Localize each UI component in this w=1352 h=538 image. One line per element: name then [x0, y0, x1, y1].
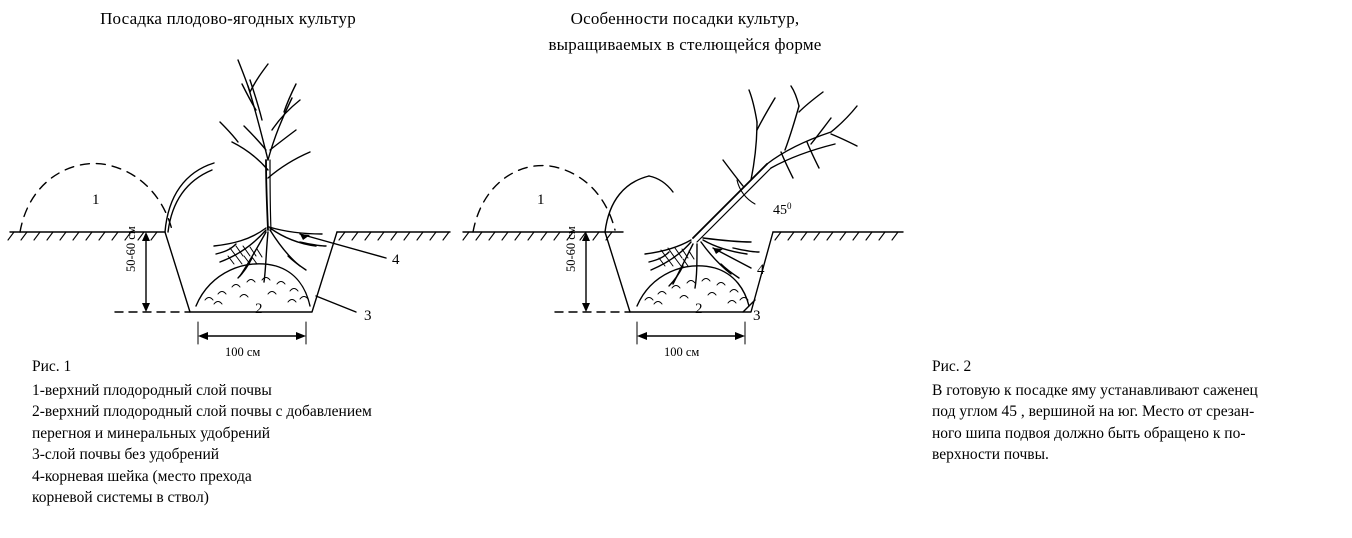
fertile-soil-dome-r	[637, 266, 749, 306]
angle-label-right: $45^0$	[773, 201, 792, 218]
label-3-left: 3	[364, 308, 372, 324]
ground-hatching-right	[339, 232, 449, 240]
figure-left-caption-line-1: 1-верхний плодородный слой почвы	[32, 381, 272, 399]
mound-solid-edge-r2	[649, 176, 673, 192]
figure-left-caption-line-6: корневой системы в ствол)	[32, 489, 209, 506]
figure-left-drawing	[0, 0, 455, 359]
width-arrow-right	[296, 332, 306, 340]
ground-hatching-right-r	[775, 232, 898, 240]
figure-right-caption-line-2-text: под углом 45 , вершиной на юг. Место от срезан-	[932, 403, 1255, 420]
width-label-left: 100 см	[225, 345, 261, 359]
tree-branches	[220, 60, 310, 178]
figure-right-drawing	[455, 0, 910, 359]
label-3-right: 3	[753, 308, 761, 324]
figure-left-caption-line-5: 4-корневая шейка (место прехода	[32, 467, 252, 485]
figure-right-caption-line-4: верхности почвы.	[932, 446, 1049, 463]
figure-right-caption-line-1: В готовую к посадке яму устанавливают саженец	[932, 381, 1258, 399]
tree-trunk-edge	[270, 160, 271, 230]
label-1-right: 1	[537, 192, 545, 208]
depth-arrow-bottom	[142, 303, 150, 312]
label-2-left: 2	[255, 301, 263, 317]
figure-panel-left	[0, 0, 455, 538]
width-label-right: 100 см	[664, 345, 700, 359]
label-4-right: 4	[757, 262, 765, 278]
leader-line-3	[316, 296, 356, 312]
depth-arrow-bottom-r	[582, 303, 590, 312]
figure-left-caption	[32, 356, 452, 509]
label-1-left: 1	[92, 192, 100, 208]
depth-label-right: 50-60 см	[564, 226, 578, 272]
figure-right-caption	[932, 356, 1352, 466]
figure-panel-right	[455, 0, 1258, 538]
width-arrow-right-r	[735, 332, 745, 340]
depth-label-left: 50-60 см	[124, 226, 138, 272]
inclined-branches	[723, 86, 857, 186]
figure-left-caption-line-2: 2-верхний плодородный слой почвы с добавлением	[32, 403, 372, 420]
figure-left-caption-line-4: 3-слой почвы без удобрений	[32, 446, 220, 463]
label-2-right: 2	[695, 301, 703, 317]
figure-right-caption-line-3: ного шипа подвоя должно быть обращено к по-	[932, 424, 1246, 442]
width-arrow-left-r	[637, 332, 647, 340]
inclined-trunk-edge	[697, 168, 771, 242]
mound-solid-edge	[165, 163, 214, 232]
figure-right-title-line-2: выращиваемых в стелющейся форме	[548, 35, 822, 54]
figure-left-title: Посадка плодово-ягодных культур	[100, 9, 356, 28]
figure-right-caption-line-2	[932, 401, 1352, 423]
figure-right-title-line-1: Особенности посадки культур,	[570, 9, 800, 28]
width-arrow-left	[198, 332, 208, 340]
figure-right-caption-head: Рис. 2	[932, 358, 972, 375]
figure-left-caption-head: Рис. 1	[32, 358, 72, 375]
figure-left-caption-line-3: перегноя и минеральных удобрений	[32, 424, 271, 442]
inclined-trunk	[693, 164, 767, 238]
ground-hatching-left-r	[463, 232, 612, 240]
mound-solid-edge-r	[605, 176, 649, 232]
label-4-left: 4	[392, 252, 400, 268]
mound-solid-edge-inner	[168, 170, 212, 232]
